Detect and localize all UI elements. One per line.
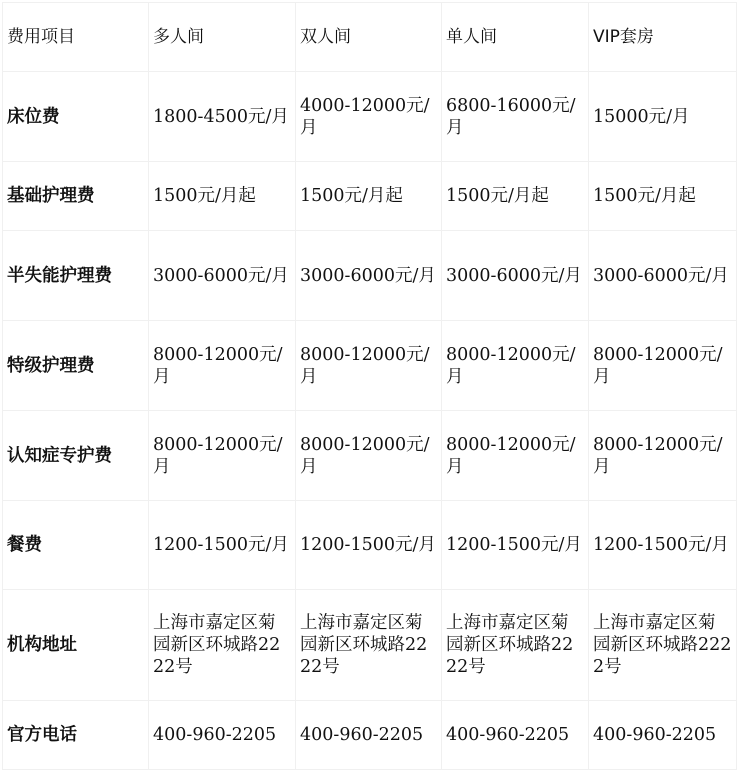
row-label: 官方电话 — [3, 701, 149, 770]
table-cell: 8000-12000元/月 — [589, 411, 737, 501]
table-cell: 400-960-2205 — [296, 701, 442, 770]
table-row — [3, 321, 737, 411]
table-cell: 8000-12000元/月 — [149, 321, 296, 411]
table-cell: 400-960-2205 — [589, 701, 737, 770]
row-label: 机构地址 — [3, 590, 149, 701]
table-cell: 15000元/月 — [589, 72, 737, 162]
table-cell: 1500元/月起 — [296, 162, 442, 231]
table-cell: 3000-6000元/月 — [589, 231, 737, 321]
table-cell: 1800-4500元/月 — [149, 72, 296, 162]
table-cell: 8000-12000元/月 — [589, 321, 737, 411]
table-row — [3, 411, 737, 501]
table-cell: 6800-16000元/月 — [442, 72, 589, 162]
table-cell: 8000-12000元/月 — [442, 321, 589, 411]
table-cell: 8000-12000元/月 — [442, 411, 589, 501]
table-cell: 8000-12000元/月 — [296, 321, 442, 411]
table-cell: 1200-1500元/月 — [149, 501, 296, 590]
table-cell: 3000-6000元/月 — [442, 231, 589, 321]
table-cell: 上海市嘉定区菊园新区环城路2222号 — [442, 590, 589, 701]
row-label: 半失能护理费 — [3, 231, 149, 321]
table-row — [3, 162, 737, 231]
table-cell: 400-960-2205 — [149, 701, 296, 770]
table-cell: 8000-12000元/月 — [296, 411, 442, 501]
table-row — [3, 701, 737, 770]
table-cell: 400-960-2205 — [442, 701, 589, 770]
header-item: 费用项目 — [3, 3, 149, 72]
table-cell: 1200-1500元/月 — [442, 501, 589, 590]
header-single-room: 单人间 — [442, 3, 589, 72]
table-cell: 上海市嘉定区菊园新区环城路2222号 — [296, 590, 442, 701]
header-shared-room: 多人间 — [149, 3, 296, 72]
table-body — [3, 72, 737, 770]
table-cell: 上海市嘉定区菊园新区环城路2222号 — [589, 590, 737, 701]
table-row — [3, 231, 737, 321]
table-cell: 1500元/月起 — [149, 162, 296, 231]
table-row — [3, 590, 737, 701]
table-row — [3, 72, 737, 162]
table-cell: 4000-12000元/月 — [296, 72, 442, 162]
header-double-room: 双人间 — [296, 3, 442, 72]
row-label: 基础护理费 — [3, 162, 149, 231]
table-cell: 1200-1500元/月 — [589, 501, 737, 590]
table-cell: 8000-12000元/月 — [149, 411, 296, 501]
table-cell: 3000-6000元/月 — [296, 231, 442, 321]
row-label: 特级护理费 — [3, 321, 149, 411]
table-header — [3, 3, 737, 72]
header-vip-suite: VIP套房 — [589, 3, 737, 72]
row-label: 床位费 — [3, 72, 149, 162]
table-cell: 1200-1500元/月 — [296, 501, 442, 590]
table-cell: 1500元/月起 — [589, 162, 737, 231]
table-row — [3, 501, 737, 590]
fee-table — [2, 2, 737, 770]
row-label: 餐费 — [3, 501, 149, 590]
table-cell: 上海市嘉定区菊园新区环城路2222号 — [149, 590, 296, 701]
table-cell: 1500元/月起 — [442, 162, 589, 231]
table-cell: 3000-6000元/月 — [149, 231, 296, 321]
header-row — [3, 3, 737, 72]
row-label: 认知症专护费 — [3, 411, 149, 501]
